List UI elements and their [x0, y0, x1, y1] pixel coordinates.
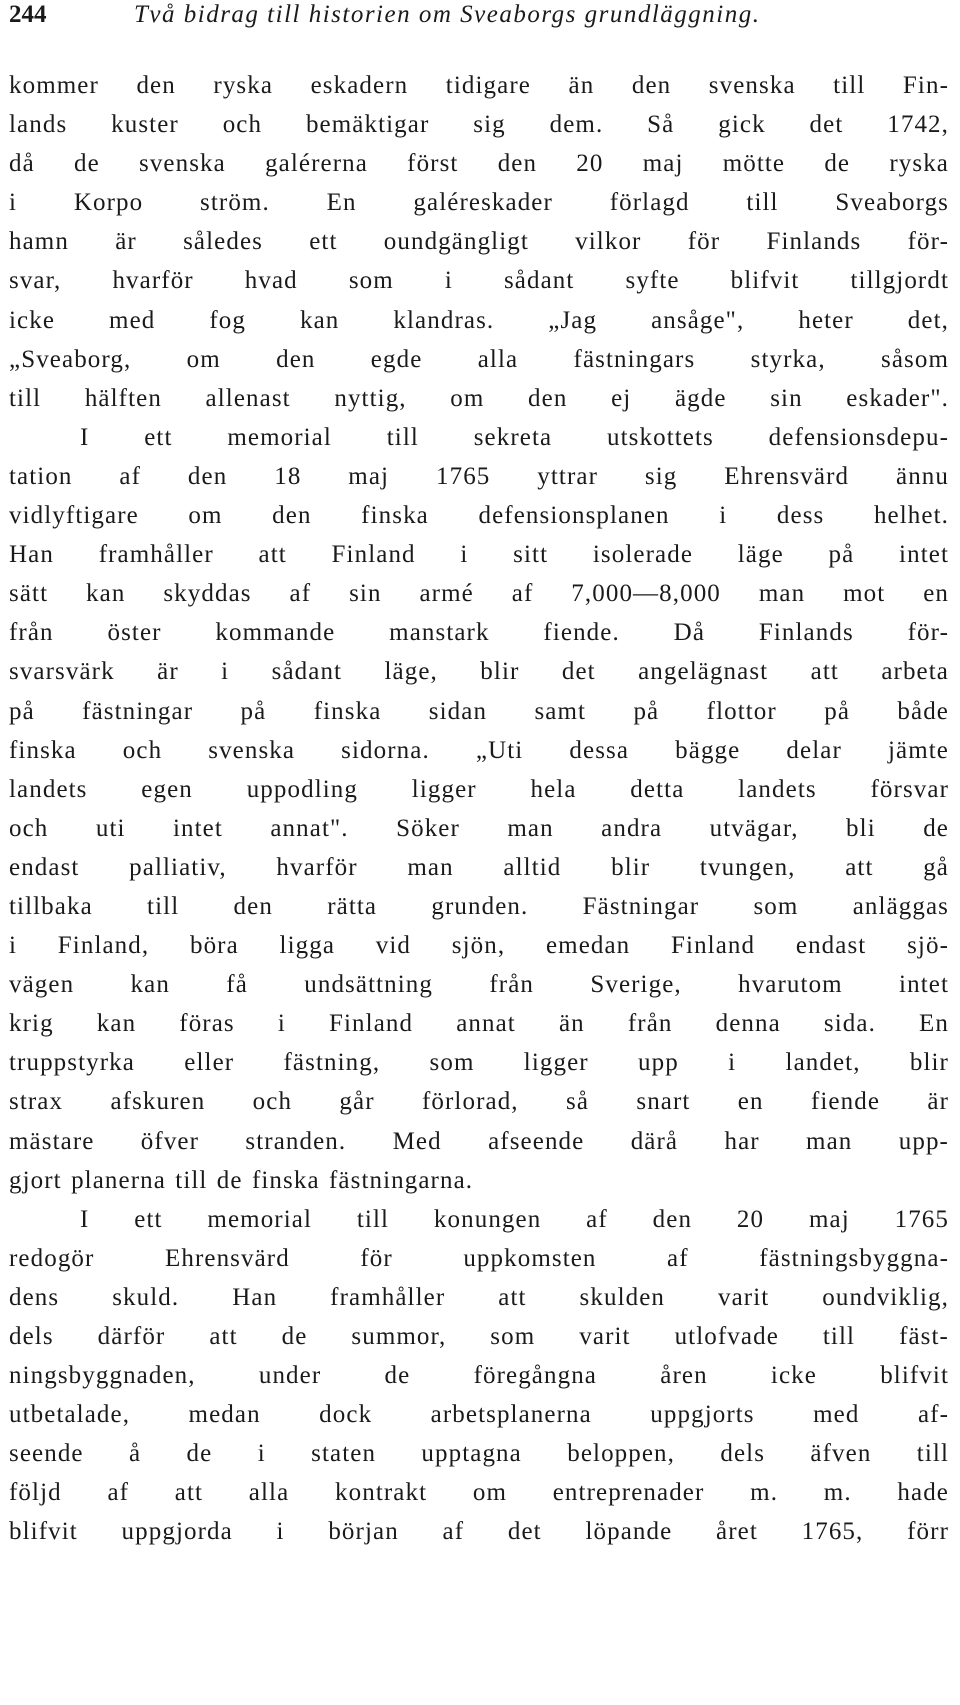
text-line: utbetalade, medan dock arbetsplanerna uppgjorts med af-: [9, 1401, 949, 1429]
text-line: endast palliativ, hvarför man alltid blir tvungen, att gå: [9, 853, 949, 881]
text-line: på fästningar på finska sidan samt på flottor på både: [9, 697, 949, 725]
text-line: finska och svenska sidorna. „Uti dessa bägge delar jämte: [9, 736, 949, 764]
text-line: svarsvärk är i sådant läge, blir det angelägnast att arbeta: [9, 658, 949, 686]
text-line: sätt kan skyddas af sin armé af 7,000—8,000 man mot en: [9, 580, 949, 608]
paragraph-first-line: I ett memorial till konungen af den 20 maj 1765: [80, 1205, 949, 1233]
text-line: följd af att alla kontrakt om entreprenader m. m. hade: [9, 1479, 949, 1507]
text-line: Han framhåller att Finland i sitt isolerade läge på intet: [9, 541, 949, 569]
running-title: Två bidrag till historien om Sveaborgs grundläggning.: [134, 1, 761, 28]
page-header: [9, 0, 949, 30]
text-line: mästare öfver stranden. Med afseende därå har man upp-: [9, 1127, 949, 1155]
text-line: i Finland, böra ligga vid sjön, emedan Finland endast sjö-: [9, 932, 949, 960]
page-number: 244: [9, 1, 47, 28]
text-line: och uti intet annat". Söker man andra utvägar, bli de: [9, 814, 949, 842]
text-line: truppstyrka eller fästning, som ligger upp i landet, blir: [9, 1049, 949, 1077]
text-line: redogör Ehrensvärd för uppkomsten af fästningsbyggna-: [9, 1244, 949, 1272]
text-line: icke med fog kan klandras. „Jag ansåge", heter det,: [9, 306, 949, 334]
paragraph-first-line: I ett memorial till sekreta utskottets defensionsdepu-: [80, 423, 949, 451]
text-line: tation af den 18 maj 1765 yttrar sig Ehrensvärd ännu: [9, 462, 949, 490]
text-line: krig kan föras i Finland annat än från denna sida. En: [9, 1010, 949, 1038]
text-line: ningsbyggnaden, under de föregångna åren icke blifvit: [9, 1362, 949, 1390]
text-line: hamn är således ett oundgängligt vilkor för Finlands för-: [9, 228, 949, 256]
paragraph-last-line: gjort planerna till de finska fästningarna.: [9, 1166, 474, 1194]
text-line: seende å de i staten upptagna beloppen, dels äfven till: [9, 1440, 949, 1468]
text-line: blifvit uppgjorda i början af det löpande året 1765, förr: [9, 1518, 949, 1546]
text-line: kommer den ryska eskadern tidigare än den svenska till Fin-: [9, 72, 949, 99]
text-line: landets egen uppodling ligger hela detta landets försvar: [9, 775, 949, 803]
text-line: från öster kommande manstark fiende. Då Finlands för-: [9, 619, 949, 647]
text-line: dens skuld. Han framhåller att skulden varit oundviklig,: [9, 1283, 949, 1311]
text-line: lands kuster och bemäktigar sig dem. Så gick det 1742,: [9, 111, 949, 139]
text-line: till hälften allenast nyttig, om den ej ägde sin eskader".: [9, 384, 949, 412]
text-line: då de svenska galérerna först den 20 maj mötte de ryska: [9, 150, 949, 178]
text-line: vägen kan få undsättning från Sverige, hvarutom intet: [9, 971, 949, 999]
body-text: [9, 66, 949, 1552]
text-line: i Korpo ström. En galéreskader förlagd till Sveaborgs: [9, 189, 949, 217]
text-line: tillbaka till den rätta grunden. Fästningar som anläggas: [9, 892, 949, 920]
text-line: „Sveaborg, om den egde alla fästningars styrka, såsom: [9, 345, 949, 373]
text-line: svar, hvarför hvad som i sådant syfte blifvit tillgjordt: [9, 267, 949, 295]
text-line: vidlyftigare om den finska defensionsplanen i dess helhet.: [9, 502, 949, 530]
text-line: strax afskuren och går förlorad, så snart en fiende är: [9, 1088, 949, 1116]
text-line: dels därför att de summor, som varit utlofvade till fäst-: [9, 1323, 949, 1350]
